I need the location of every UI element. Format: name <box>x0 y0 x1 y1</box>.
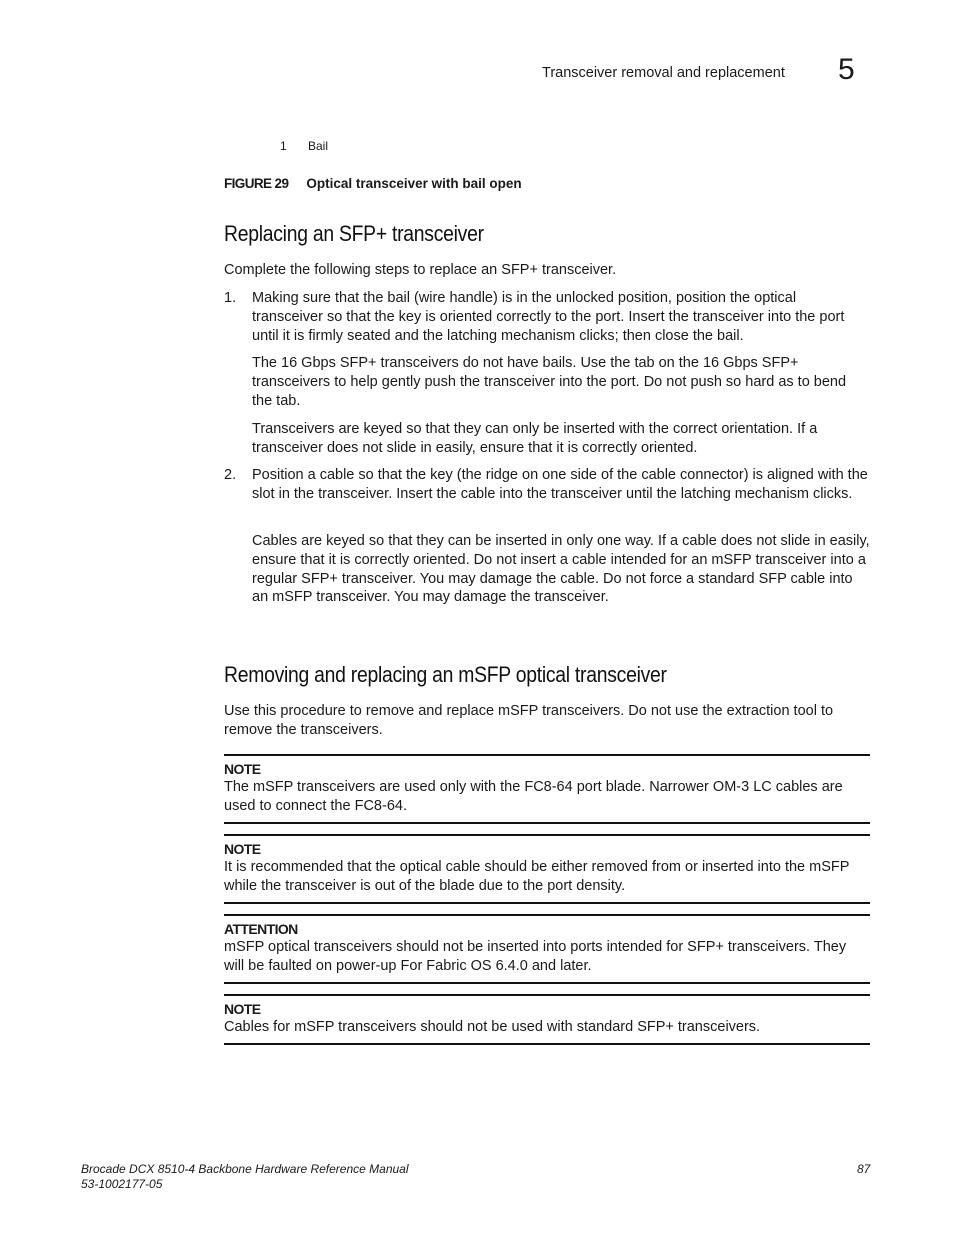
section1-intro: Complete the following steps to replace an SFP+ transceiver. <box>224 262 617 278</box>
note-label: NOTE <box>224 1001 261 1017</box>
figure-caption-text: Optical transceiver with bail open <box>306 176 522 191</box>
step-1-text: Making sure that the bail (wire handle) is in the unlocked position, position the optical transceiver so that the key is oriented correctly to the port. Insert the transceiver into the port until it is firmly seated and the latching mechanism clicks; then close the bail. <box>252 290 845 344</box>
attention-label: ATTENTION <box>224 921 298 937</box>
footer-document-info <box>81 1162 409 1192</box>
figure-legend-label: Bail <box>308 139 329 153</box>
step-1-number: 1. <box>224 290 237 306</box>
note-box <box>224 994 870 1045</box>
attention-text: mSFP optical transceivers should not be inserted into ports intended for SFP+ transceivers. They will be faulted on power-up For Fabric OS 6.4.0 and later. <box>224 939 847 974</box>
footer-doc-number: 53-1002177-05 <box>81 1177 163 1191</box>
step-2-number: 2. <box>224 467 237 483</box>
attention-box <box>224 914 870 984</box>
figure-label: FIGURE 29 <box>224 176 289 191</box>
note-label: NOTE <box>224 841 261 857</box>
step-2-note-1: Cables are keyed so that they can be inserted in only one way. If a cable does not slide in easily, ensure that it is correctly oriented. Do not insert a cable intended for an mSFP transceiver into a regular SFP+ transceiver. You may damage the cable. Do not force a standard SFP cable into an mSFP transceiver. You may damage the transceiver. <box>252 533 870 606</box>
section-heading-msfp: Removing and replacing an mSFP optical transceiver <box>224 662 667 687</box>
section2-intro: Use this procedure to remove and replace mSFP transceivers. Do not use the extraction tool to remove the transceivers. <box>224 703 834 738</box>
step-1-note-2: Transceivers are keyed so that they can only be inserted with the correct orientation. If a transceiver does not slide in easily, ensure that it is correctly oriented. <box>252 421 818 456</box>
note-box <box>224 834 870 904</box>
note-text: The mSFP transceivers are used only with the FC8-64 port blade. Narrower OM-3 LC cables are used to connect the FC8-64. <box>224 779 843 814</box>
chapter-number: 5 <box>838 53 855 86</box>
figure-legend-number: 1 <box>280 139 287 153</box>
step-1-note-1: The 16 Gbps SFP+ transceivers do not have bails. Use the tab on the 16 Gbps SFP+ transceivers to help gently push the transceiver into the port. Do not push so hard as to bend the tab. <box>252 355 847 409</box>
running-header-title: Transceiver removal and replacement <box>542 65 785 81</box>
note-box <box>224 754 870 824</box>
footer-manual-title: Brocade DCX 8510-4 Backbone Hardware Reference Manual <box>81 1162 409 1176</box>
note-label: NOTE <box>224 761 261 777</box>
page-number: 87 <box>857 1162 871 1176</box>
note-text: Cables for mSFP transceivers should not be used with standard SFP+ transceivers. <box>224 1019 761 1035</box>
section-heading-replacing-sfp: Replacing an SFP+ transceiver <box>224 221 484 246</box>
step-2-text: Position a cable so that the key (the ridge on one side of the cable connector) is aligned with the slot in the transceiver. Insert the cable into the transceiver until the latching mechanism clicks. <box>252 467 868 502</box>
note-text: It is recommended that the optical cable should be either removed from or inserted into the mSFP while the transceiver is out of the blade due to the port density. <box>224 859 850 894</box>
figure-caption <box>224 176 522 191</box>
